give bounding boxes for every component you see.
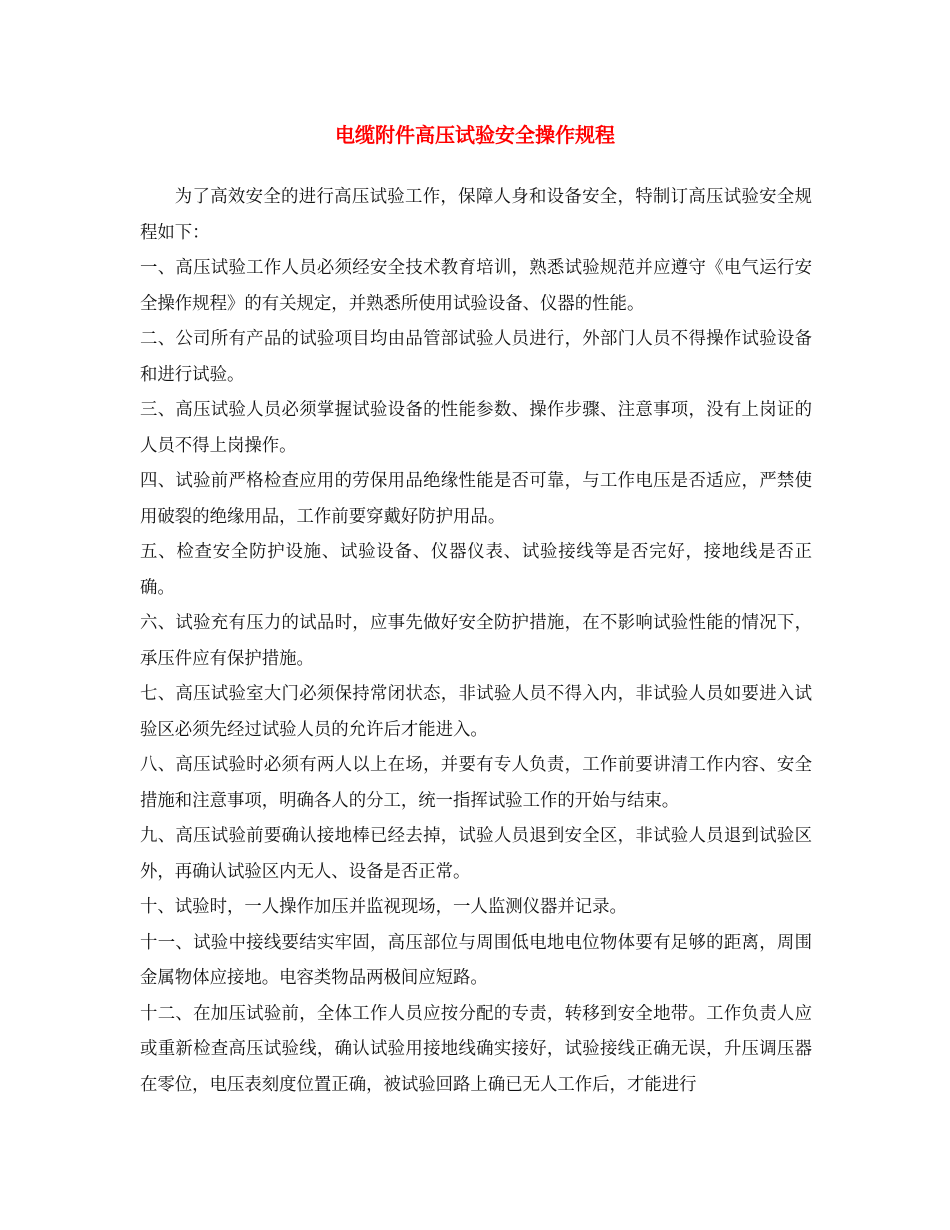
document-body — [140, 180, 812, 1103]
rule-item-1: 一、高压试验工作人员必须经安全技术教育培训，熟悉试验规范并应遵守《电气运行安全操作规程》的有关规定，并熟悉所使用试验设备、仪器的性能。 — [140, 258, 812, 314]
rule-item-6: 六、试验充有压力的试品时，应事先做好安全防护措施，在不影响试验性能的情况下，承压件应有保护措施。 — [140, 613, 812, 669]
rule-item-2: 二、公司所有产品的试验项目均由品管部试验人员进行，外部门人员不得操作试验设备和进行试验。 — [140, 329, 812, 385]
rule-item-10: 十、试验时，一人操作加压并监视现场，一人监测仪器并记录。 — [140, 897, 627, 917]
rule-item-12: 十二、在加压试验前，全体工作人员应按分配的专责，转移到安全地带。工作负责人应或重新检查高压试验线，确认试验用接地线确实接好，试验接线正确无误，升压调压器在零位，电压表刻度位置正确，被试验回路上确已无人工作后，才能进行 — [140, 1003, 812, 1095]
rule-item-7: 七、高压试验室大门必须保持常闭状态，非试验人员不得入内，非试验人员如要进入试验区必须先经过试验人员的允许后才能进入。 — [140, 684, 812, 740]
rule-item-9: 九、高压试验前要确认接地棒已经去掉，试验人员退到安全区，非试验人员退到试验区外，再确认试验区内无人、设备是否正常。 — [140, 826, 812, 882]
rule-item-5: 五、检查安全防护设施、试验设备、仪器仪表、试验接线等是否完好，接地线是否正确。 — [140, 542, 812, 598]
rule-item-11: 十一、试验中接线要结实牢固，高压部位与周围低电地电位物体要有足够的距离，周围金属物体应接地。电容类物品两极间应短路。 — [140, 932, 812, 988]
document-title: 电缆附件高压试验安全操作规程 — [335, 123, 615, 147]
rule-item-4: 四、试验前严格检查应用的劳保用品绝缘性能是否可靠，与工作电压是否适应，严禁使用破裂的绝缘用品，工作前要穿戴好防护用品。 — [140, 471, 812, 527]
intro-paragraph: 为了高效安全的进行高压试验工作，保障人身和设备安全，特制订高压试验安全规程如下： — [140, 187, 812, 243]
rule-item-8: 八、高压试验时必须有两人以上在场，并要有专人负责，工作前要讲清工作内容、安全措施和注意事项，明确各人的分工，统一指挥试验工作的开始与结束。 — [140, 755, 812, 811]
rule-item-3: 三、高压试验人员必须掌握试验设备的性能参数、操作步骤、注意事项，没有上岗证的人员不得上岗操作。 — [140, 400, 812, 456]
